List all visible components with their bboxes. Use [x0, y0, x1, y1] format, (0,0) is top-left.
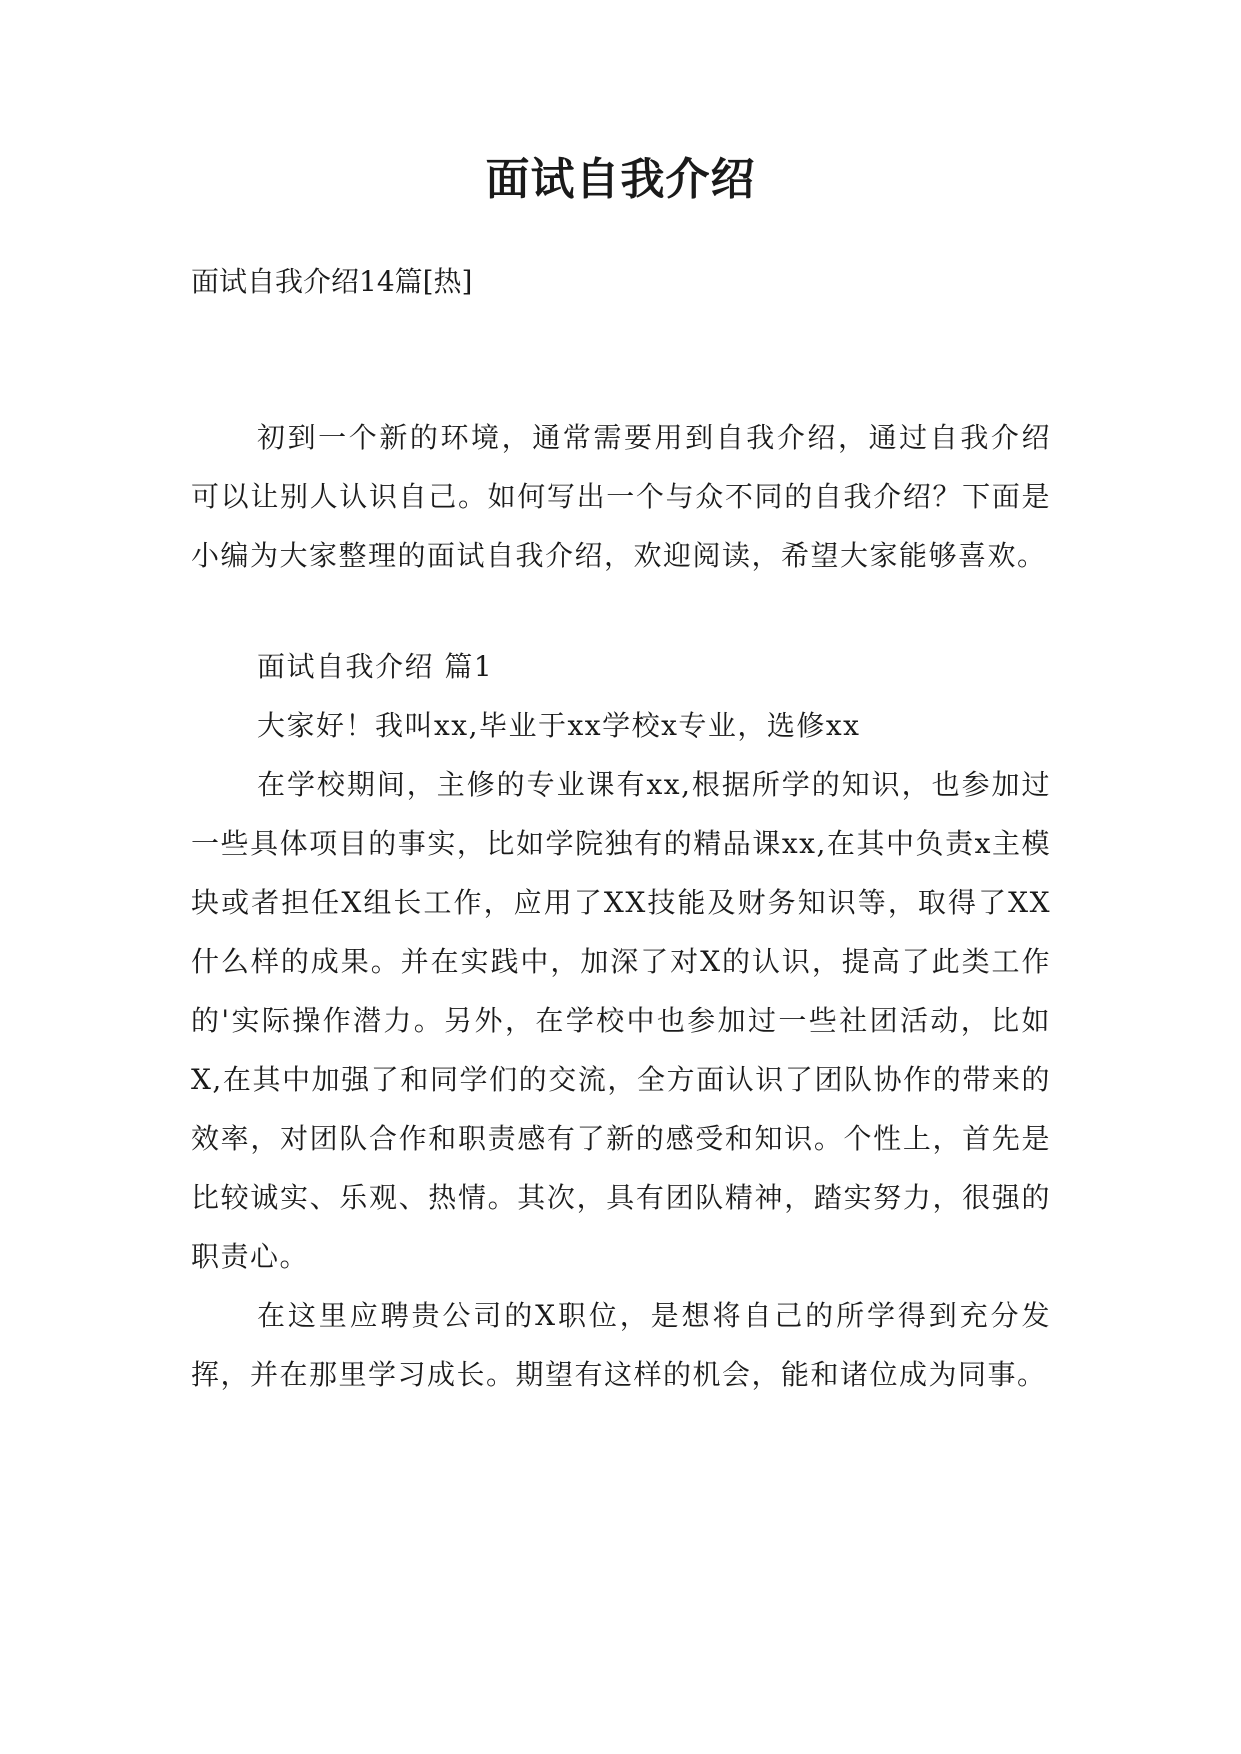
document-subtitle: 面试自我介绍14篇[热] — [191, 265, 473, 298]
body-paragraph-2: 在学校期间，主修的专业课有xx,根据所学的知识，也参加过一些具体项目的事实，比如学院独有的精品课xx,在其中负责x主模块或者担任X组长工作，应用了XX技能及财务知识等，取得了XX什么样的成果。并在实践中，加深了对X的认识，提高了此类工作的'实际操作潜力。另外，在学校中也参加过一些社团活动，比如X,在其中加强了和同学们的交流，全方面认识了团队协作的带来的效率，对团队合作和职责感有了新的感受和知识。个性上，首先是比较诚实、乐观、热情。其次，具有团队精神，踏实努力，很强的职责心。 — [191, 768, 1051, 1273]
document-title: 面试自我介绍 — [485, 154, 756, 205]
section-heading: 面试自我介绍 篇1 — [257, 650, 494, 683]
body-paragraph-3: 在这里应聘贵公司的X职位，是想将自己的所学得到充分发挥，并在那里学习成长。期望有这样的机会，能和诸位成为同事。 — [191, 1299, 1051, 1391]
intro-paragraph: 初到一个新的环境，通常需要用到自我介绍，通过自我介绍可以让别人认识自己。如何写出一个与众不同的自我介绍？下面是小编为大家整理的面试自我介绍，欢迎阅读，希望大家能够喜欢。 — [191, 421, 1051, 572]
document-body — [191, 408, 1051, 1404]
body-paragraph-1: 大家好！我叫xx,毕业于xx学校x专业，选修xx — [257, 709, 861, 742]
paragraph-gap — [191, 585, 1051, 637]
